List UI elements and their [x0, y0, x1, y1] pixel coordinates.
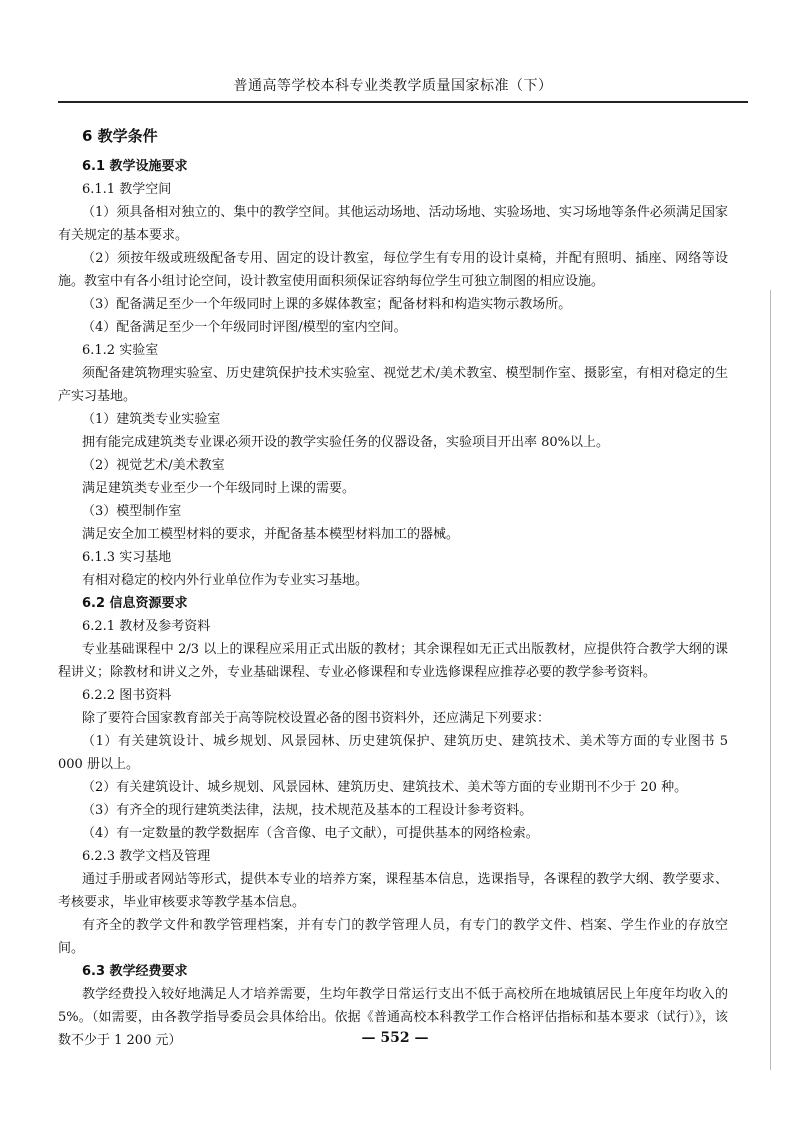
- page-number: — 552 —: [361, 1030, 429, 1046]
- list-item: （1）须具备相对独立的、集中的教学空间。其他运动场地、活动场地、实验场地、实习场地等条件必须满足国家有关规定的基本要求。: [58, 205, 728, 243]
- paragraph: 有相对稳定的校内外行业单位作为专业实习基地。: [82, 573, 369, 588]
- section-6-1-2-heading: 6.1.2 实验室: [82, 343, 159, 358]
- paragraph: 专业基础课程中 2/3 以上的课程应采用正式出版的教材；其余课程如无正式出版教材，应提供符合教学大纲的课程讲义；除教材和讲义之外，专业基础课程、专业必修课程和专业选修课程应推荐必要的教学参考资料。: [58, 642, 728, 680]
- section-6-2-2-heading: 6.2.2 图书资料: [82, 688, 172, 703]
- section-6-1-3-heading: 6.1.3 实习基地: [82, 550, 172, 565]
- lab-description: 拥有能完成建筑类专业课必须开设的教学实验任务的仪器设备，实验项目开出率 80%以上。: [82, 435, 610, 450]
- header-divider: [58, 101, 748, 103]
- list-item: （1）有关建筑设计、城乡规划、风景园林、历史建筑保护、建筑历史、建筑技术、美术等方面的专业图书 5 000 册以上。: [58, 734, 728, 772]
- lab-title: （1）建筑类专业实验室: [82, 412, 221, 427]
- section-6-1-1-heading: 6.1.1 教学空间: [82, 182, 172, 197]
- section-6-2-3-heading: 6.2.3 教学文档及管理: [82, 849, 211, 864]
- lab-title: （3）模型制作室: [82, 504, 182, 519]
- lab-description: 满足建筑类专业至少一个年级同时上课的需要。: [82, 481, 356, 496]
- scan-edge-line: [770, 290, 771, 1070]
- section-6-2-heading: 6.2 信息资源要求: [82, 596, 188, 611]
- section-6-2-1-heading: 6.2.1 教材及参考资料: [82, 619, 211, 634]
- list-item: （2）须按年级或班级配备专用、固定的设计教室，每位学生有专用的设计桌椅，并配有照明、插座、网络等设施。教室中有各小组讨论空间，设计教室使用面积须保证容纳每位学生可独立制图的相应设施。: [58, 251, 728, 289]
- page-body: [58, 123, 728, 1052]
- list-item: （3）有齐全的现行建筑类法律，法规，技术规范及基本的工程设计参考资料。: [82, 803, 533, 818]
- lab-title: （2）视觉艺术/美术教室: [82, 458, 225, 473]
- paragraph: 除了要符合国家教育部关于高等院校设置必备的图书资料外，还应满足下列要求：: [82, 711, 551, 726]
- section-6-3-heading: 6.3 教学经费要求: [82, 964, 188, 979]
- chapter-heading: 6 教学条件: [82, 127, 158, 145]
- section-6-1-heading: 6.1 教学设施要求: [82, 159, 188, 174]
- list-item: （3）配备满足至少一个年级同时上课的多媒体教室；配备材料和构造实物示教场所。: [82, 297, 572, 312]
- lab-description: 满足安全加工模型材料的要求，并配备基本模型材料加工的器械。: [82, 527, 460, 542]
- list-item: （4）有一定数量的教学数据库（含音像、电子文献），可提供基本的网络检索。: [82, 826, 539, 841]
- list-item: （4）配备满足至少一个年级同时评图/模型的室内空间。: [82, 320, 407, 335]
- running-header: 普通高等学校本科专业类教学质量国家标准（下）: [233, 78, 553, 94]
- paragraph: 通过手册或者网站等形式，提供本专业的培养方案，课程基本信息，选课指导，各课程的教学大纲、教学要求、考核要求，毕业审核要求等教学基本信息。: [58, 872, 728, 910]
- paragraph: 教学经费投入较好地满足人才培养需要，生均年教学日常运行支出不低于高校所在地城镇居民上年度年均收入的 5%。（如需要，由各教学指导委员会具体给出。依据《普通高校本科教学工作合格评估指标和基本要求（试行）》，该数不少于 1 200 元）: [58, 987, 728, 1048]
- paragraph: 须配备建筑物理实验室、历史建筑保护技术实验室、视觉艺术/美术教室、模型制作室、摄影室，有相对稳定的生产实习基地。: [58, 366, 728, 404]
- paragraph: 有齐全的教学文件和教学管理档案，并有专门的教学管理人员，有专门的教学文件、档案、学生作业的存放空间。: [58, 918, 728, 956]
- list-item: （2）有关建筑设计、城乡规划、风景园林、建筑历史、建筑技术、美术等方面的专业期刊不少于 20 种。: [82, 780, 688, 795]
